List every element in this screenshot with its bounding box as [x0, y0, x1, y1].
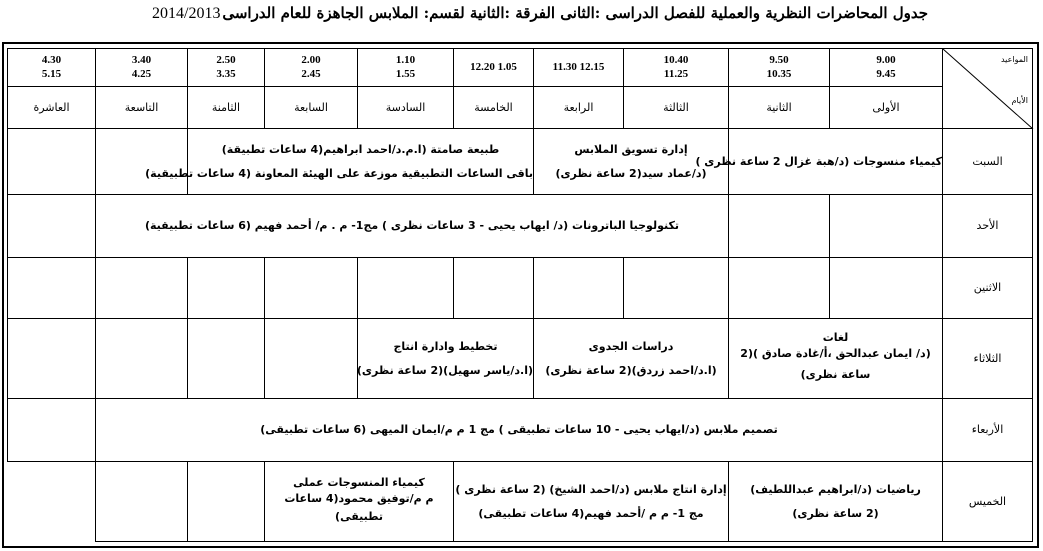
empty-cell [8, 258, 96, 319]
lecture-cell: لغات (د/ ايمان عبدالحق ،أ/غادة صادق )(2 ساعة نظرى) [729, 319, 943, 399]
period-time: 1.10 1.55 [358, 49, 454, 87]
lecture-cell: إدارة تسويق الملابس (د/عماد سيد(2 ساعة نظرى) [534, 129, 729, 195]
empty-cell [188, 462, 265, 542]
times-label: المواعيد [1000, 55, 1028, 64]
times-row [8, 49, 1033, 87]
day-thursday: الخميس [943, 462, 1033, 542]
lecture-cell: تصميم ملابس (د/ايهاب يحيى - 10 ساعات تطبيقى ) مج 1 م م/ايمان الميهى (6 ساعات تطبيقى) [96, 399, 943, 462]
row-monday [8, 258, 1033, 319]
period-ordinal: التاسعة [96, 87, 188, 129]
empty-cell [534, 258, 624, 319]
day-wednesday: الأربعاء [943, 399, 1033, 462]
row-saturday [8, 129, 1033, 195]
period-time: 9.50 10.35 [729, 49, 830, 87]
empty-cell [265, 319, 358, 399]
day-monday: الاثنين [943, 258, 1033, 319]
period-time: 2.00 2.45 [265, 49, 358, 87]
day-saturday: السبت [943, 129, 1033, 195]
academic-year: 2014/2013 [152, 5, 221, 22]
period-ordinal: الرابعة [534, 87, 624, 129]
days-label: الأيام [1011, 96, 1028, 105]
ordinals-row [8, 87, 1033, 129]
period-time: 12.15 11.30 [534, 49, 624, 87]
row-thursday [8, 462, 1033, 542]
empty-cell [358, 258, 454, 319]
period-time: 10.40 11.25 [624, 49, 729, 87]
lecture-cell: طبيعة صامتة (ا.م.د/احمد ابراهيم(4 ساعات تطبيقة) باقى الساعات التطبيقية موزعة على الهيئة المعاونة (4 ساعات تطبيقية) [188, 129, 534, 195]
empty-cell [96, 258, 188, 319]
empty-cell [830, 258, 943, 319]
period-ordinal: الأولى [830, 87, 943, 129]
empty-cell [188, 319, 265, 399]
period-ordinal: السابعة [265, 87, 358, 129]
lecture-cell: كيمياء منسوجات (د/هبة غزال 2 ساعة نظرى ) [729, 129, 943, 195]
corner-cell [943, 49, 1033, 129]
empty-cell [8, 319, 96, 399]
lecture-cell: دراسات الجدوى (ا.د/احمد زردق)(2 ساعة نظرى) [534, 319, 729, 399]
empty-cell [8, 195, 96, 258]
period-time: 3.40 4.25 [96, 49, 188, 87]
period-ordinal: العاشرة [8, 87, 96, 129]
day-tuesday: الثلاثاء [943, 319, 1033, 399]
lecture-cell: تكنولوجيا الباترونات (د/ ايهاب يحيى - 3 ساعات نظرى ) مج1- م . م/ أحمد فهيم (6 ساعات تطبيقية) [96, 195, 729, 258]
period-time: 1.05 12.20 [454, 49, 534, 87]
page-title: جدول المحاضرات النظرية والعملية للفصل الدراسى :الثانى الفرقة :الثانية لقسم: الملابس الجاهزة للعام الدراسى [222, 4, 928, 22]
empty-cell [729, 195, 830, 258]
day-sunday: الأحد [943, 195, 1033, 258]
row-tuesday [8, 319, 1033, 399]
period-ordinal: الثامنة [188, 87, 265, 129]
empty-cell [624, 258, 729, 319]
lecture-cell: رياضيات (د/ابراهيم عبداللطيف) (2 ساعة نظرى) [729, 462, 943, 542]
page-header [0, 2, 1043, 28]
empty-cell [454, 258, 534, 319]
empty-cell [830, 195, 943, 258]
empty-cell [96, 462, 188, 542]
empty-cell [188, 258, 265, 319]
empty-cell [96, 129, 188, 195]
period-ordinal: الثالثة [624, 87, 729, 129]
row-wednesday [8, 399, 1033, 462]
empty-cell [729, 258, 830, 319]
period-time: 4.30 5.15 [8, 49, 96, 87]
empty-cell [96, 319, 188, 399]
schedule-table [7, 48, 1033, 542]
empty-cell [8, 399, 96, 462]
lecture-cell: كيمياء المنسوجات عملى م م/توفيق محمود(4 ساعات تطبيقى) [265, 462, 454, 542]
lecture-cell: تخطيط وادارة انتاج (ا.د/ياسر سهيل)(2 ساعة نظرى) [358, 319, 534, 399]
period-ordinal: الخامسة [454, 87, 534, 129]
period-time: 2.50 3.35 [188, 49, 265, 87]
empty-cell [8, 129, 96, 195]
period-ordinal: الثانية [729, 87, 830, 129]
row-sunday [8, 195, 1033, 258]
period-time: 9.00 9.45 [830, 49, 943, 87]
lecture-cell: إدارة انتاج ملابس (د/احمد الشيخ) (2 ساعة نظرى ) مج 1- م م /أحمد فهيم(4 ساعات تطبيقى) [454, 462, 729, 542]
period-ordinal: السادسة [358, 87, 454, 129]
empty-cell [265, 258, 358, 319]
